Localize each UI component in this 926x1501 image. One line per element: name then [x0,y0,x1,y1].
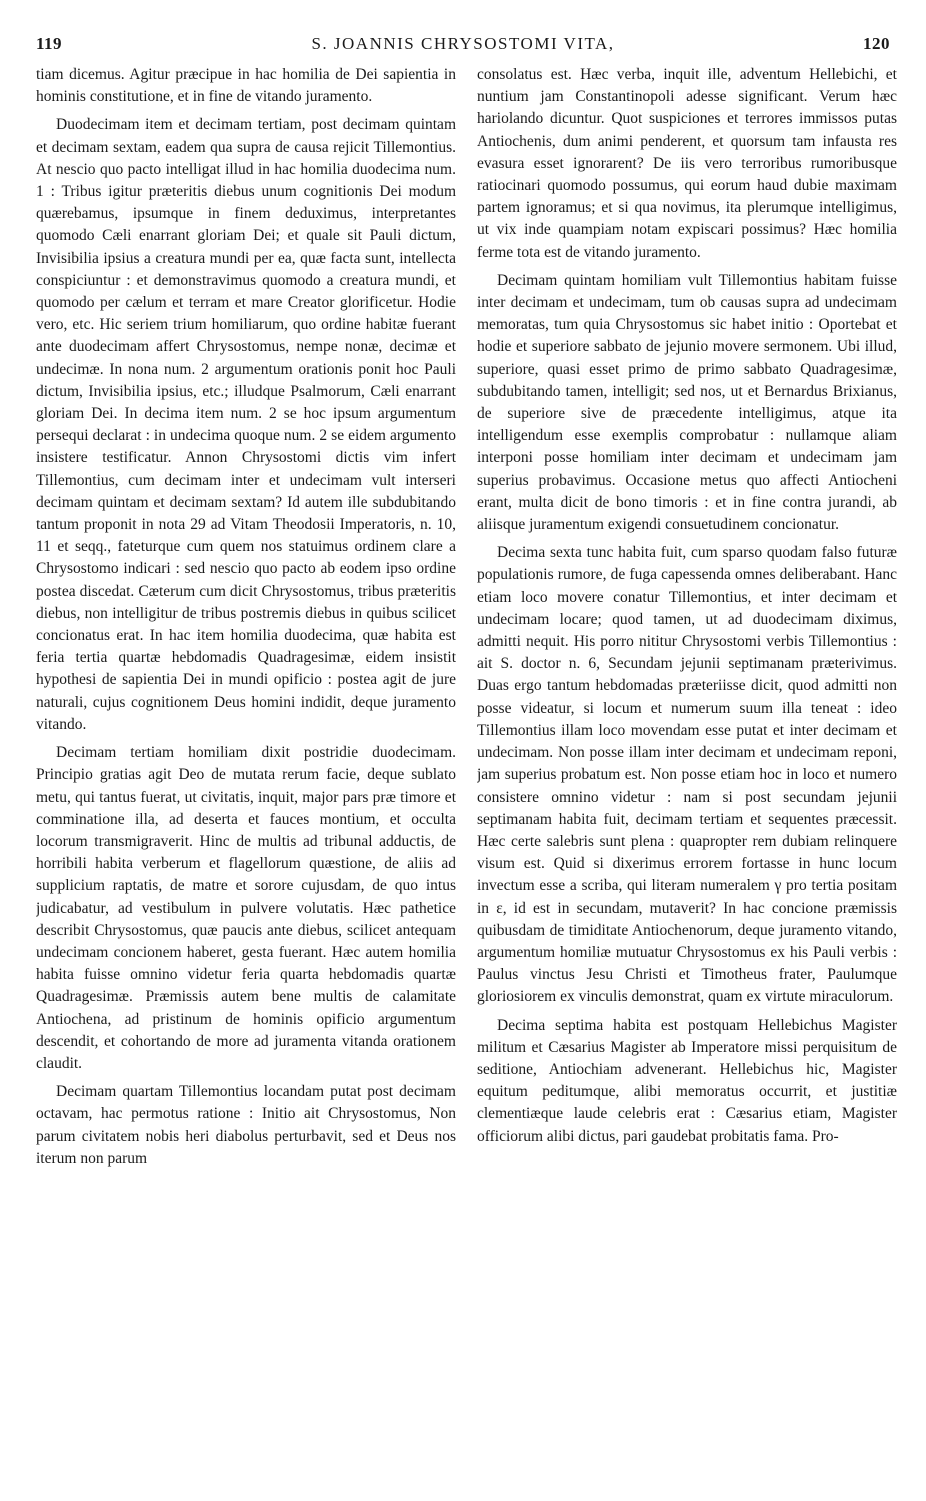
running-title: S. JOANNIS CHRYSOSTOMI VITA, [311,34,615,53]
paragraph: Decima septima habita est postquam Hellebichus Magister militum et Cæsarius Magister ab Imperatore missi perquisitum de seditione, Antiochiam advenerant. Hellebichus hic, Magister equitum peditumque, alibi memoratus occurrit, et justitiæ clementiæque laude celebris erat : Cæsarius etiam, Magister officiorum alibi dictus, pari gaudebat probitatis fama. Pro- [477,1016,897,1145]
paragraph: Duodecimam item et decimam tertiam, post decimam quintam et decimam sextam, eadem qua supra de causa rejicit Tillemontius. At nescio quo pacto intelligat illud in hac homilia duodecima num. 1 : Tribus igitur præteritis diebus unum cognitionis Dei modum quærebamus, ipsumque in finem deduximus, interpretantes quomodo Cæli enarrant gloriam Dei; et quale sit Pauli dictum, Invisibilia ipsius a creatura mundi per ea, quæ facta sunt, intellecta conspiciuntur : et demonstravimus quomodo a creatura mundi, et quomodo per cælum et terram et mare Creator glorificetur. Hodie vero, etc. Hic seriem trium homiliarum, quo ordine habitæ fuerant ante duodecimam affert Chrysostomus, nempe nonæ, decimæ et undecimæ. In nona num. 2 argumentum orationis ponit hoc Pauli dictum, Invisibilia ipsius, etc.; illudque Psalmorum, Cæli enarrant gloriam Dei. In decima item num. 2 se hoc ipsum argumentum persequi declarat : in undecima quoque num. 2 se eidem argumento insistere testificatur. Annon Chrysostomi dictis vim infert Tillemontius, cum decimam inter et undecimam vult interseri decimam quintam et decimam sextam? Id autem ille subdubitando tantum proponit in nota 29 ad Vitam Theodosii Imperatoris, n. 10, 11 et seqq., fateturque cum quem nos statuimus ordinem clare a Chrysostomo indicari : sed nescio quo pacto ab eodem ipso ordine postea discedat. Cæterum cum dicit Chrysostomus, tribus præteritis diebus, non intelligitur de tribus postremis diebus in quibus scilicet concionatus erat. In hac item homilia duodecima, quæ habita est feria tertia quartæ hebdomadis Quadragesimæ, eidem insistit hypothesi de sapientia Dei in mundi opificio : postea agit de jure naturali, cujus cognitionem Deus homini indidit, deque juramento vitando. [36,116,456,733]
paragraph: tiam dicemus. Agitur præcipue in hac homilia de Dei sapientia in hominis constitutione, et in fine de vitando juramento. [36,66,456,106]
paragraph: consolatus est. Hæc verba, inquit ille, adventum Hellebichi, et nuntium jam Constantinopoli adesse significant. Verum hæc hariolando dicuntur. Quot suspiciones et terrores immissos putas Antiochenis, dum animi penderent, et quorsum tam infausta res evasura esset ignorarent? De iis vero terroribus rumoribusque ratiocinari quomodo possumus, qui eorum haud dubie maximam partem ignoramus; et si qua novimus, ita plerumque intelligimus, ut vix inde quampiam notam expiscari possimus? Hæc homilia ferme tota est de vitando juramento. [477,66,897,261]
paragraph: Decimam quartam Tillemontius locandam putat post decimam octavam, hac permotus ratione : Initio ait Chrysostomus, Non parum civitatem nobis heri diabolus perturbavit, sed et Deus nos iterum non parum [36,1083,456,1167]
paragraph: Decima sexta tunc habita fuit, cum sparso quodam falso futuræ populationis rumore, de fuga capessenda omnes deliberabant. Hanc etiam loco movere conatur Tillemontius, et inter decimam et undecimam locare; quod tamen, ut ad duodecimam diximus, admitti nequit. His porro nititur Chrysostomi verbis Tillemontius : ait S. doctor n. 6, Secundam jejunii septimanam præterivimus. Duas ergo tantum hebdomadas præteriisse dicit, quod admitti non posse videatur, si locum et numerum suum illa teneat : ideo Tillemontius illam loco movendam esse putat et inter decimam et undecimam. Non posse illam inter decimam et undecimam reponi, jam superius probatum est. Non posse etiam hoc in loco et numero consistere omnino videtur : nam si post secundam jejunii septimanam habita fuit, decimam tertiam et sequentes præcessit. Hæc certe salebris sunt plena : quapropter rem dubiam relinquere visum est. Quid si dixerimus errorem fortasse in hunc locum invectum esse a scriba, qui literam numeralem γ pro tertia positam in ε, id est in secundam, mutaverit? In hac concione præmissis quibusdam de timiditate Antiochenorum, deque juramento vitando, argumentum homiliæ mutuatur Chrysostomus ex his Pauli verbis : Paulus vinctus Jesu Christi et Timotheus frater, Paulumque gloriosiorem ex vinculis demonstrat, quam ex virtute miraculorum. [477,544,897,1006]
page-number-left: 119 [36,34,63,53]
paragraph: Decimam tertiam homiliam dixit postridie duodecimam. Principio gratias agit Deo de mutata rerum facie, deque sublato metu, qui tantus fuerat, ut civitatis, inquit, major pars præ timore et comminatione illa, ad deserta et fauces montium, et occulta locorum transmigraverit. Hinc de multis ad tribunal adductis, de horribili habita verberum et flagellorum quæstione, de aliis ad supplicium raptatis, de matre et sorore cujusdam, de quo intus judicabatur, ad vestibulum in pulvere volutatis. Hæc pathetice describit Chrysostomus, quæ paucis ante diebus, scilicet antequam undecimam concionem haberet, gesta fuerant. Hæc autem homilia habita fuisse omnino videtur feria quarta hebdomadis quartæ Quadragesimæ. Præmissis autem bene multis de calamitate Antiochena, ad pristinum de hominis opificio argumentum descendit, et cohortando de more ad juramenta vitanda orationem claudit. [36,744,456,1072]
paragraph: Decimam quintam homiliam vult Tillemontius habitam fuisse inter decimam et undecimam, tum ob causas supra ad undecimam memoratas, tum quia Chrysostomus sic habet initio : Oportebat et hodie et superiore sabbato de jejunio movere sermonem. Ubi illud, superiore, quasi esset primo de primo sabbato Quadragesimæ, subdubitando tamen, intelligit; sed nos, ut et Bernardus Brixianus, de superiore sive de præcedente intelligimus, atque ita intelligendum esse exemplis comprobatur : nullamque aliam interponi posse homiliam inter decimam et undecimam jam superius probavimus. Occasione metus quo affecti Antiocheni erant, multa dicit de bono timoris : et in fine contra jurandi, ab aliisque juramentum exigendi consuetudinem concionatur. [477,271,897,534]
left-column [36,64,456,1484]
running-header [36,34,890,60]
page-number-right: 120 [863,34,890,53]
right-column [477,64,897,1484]
